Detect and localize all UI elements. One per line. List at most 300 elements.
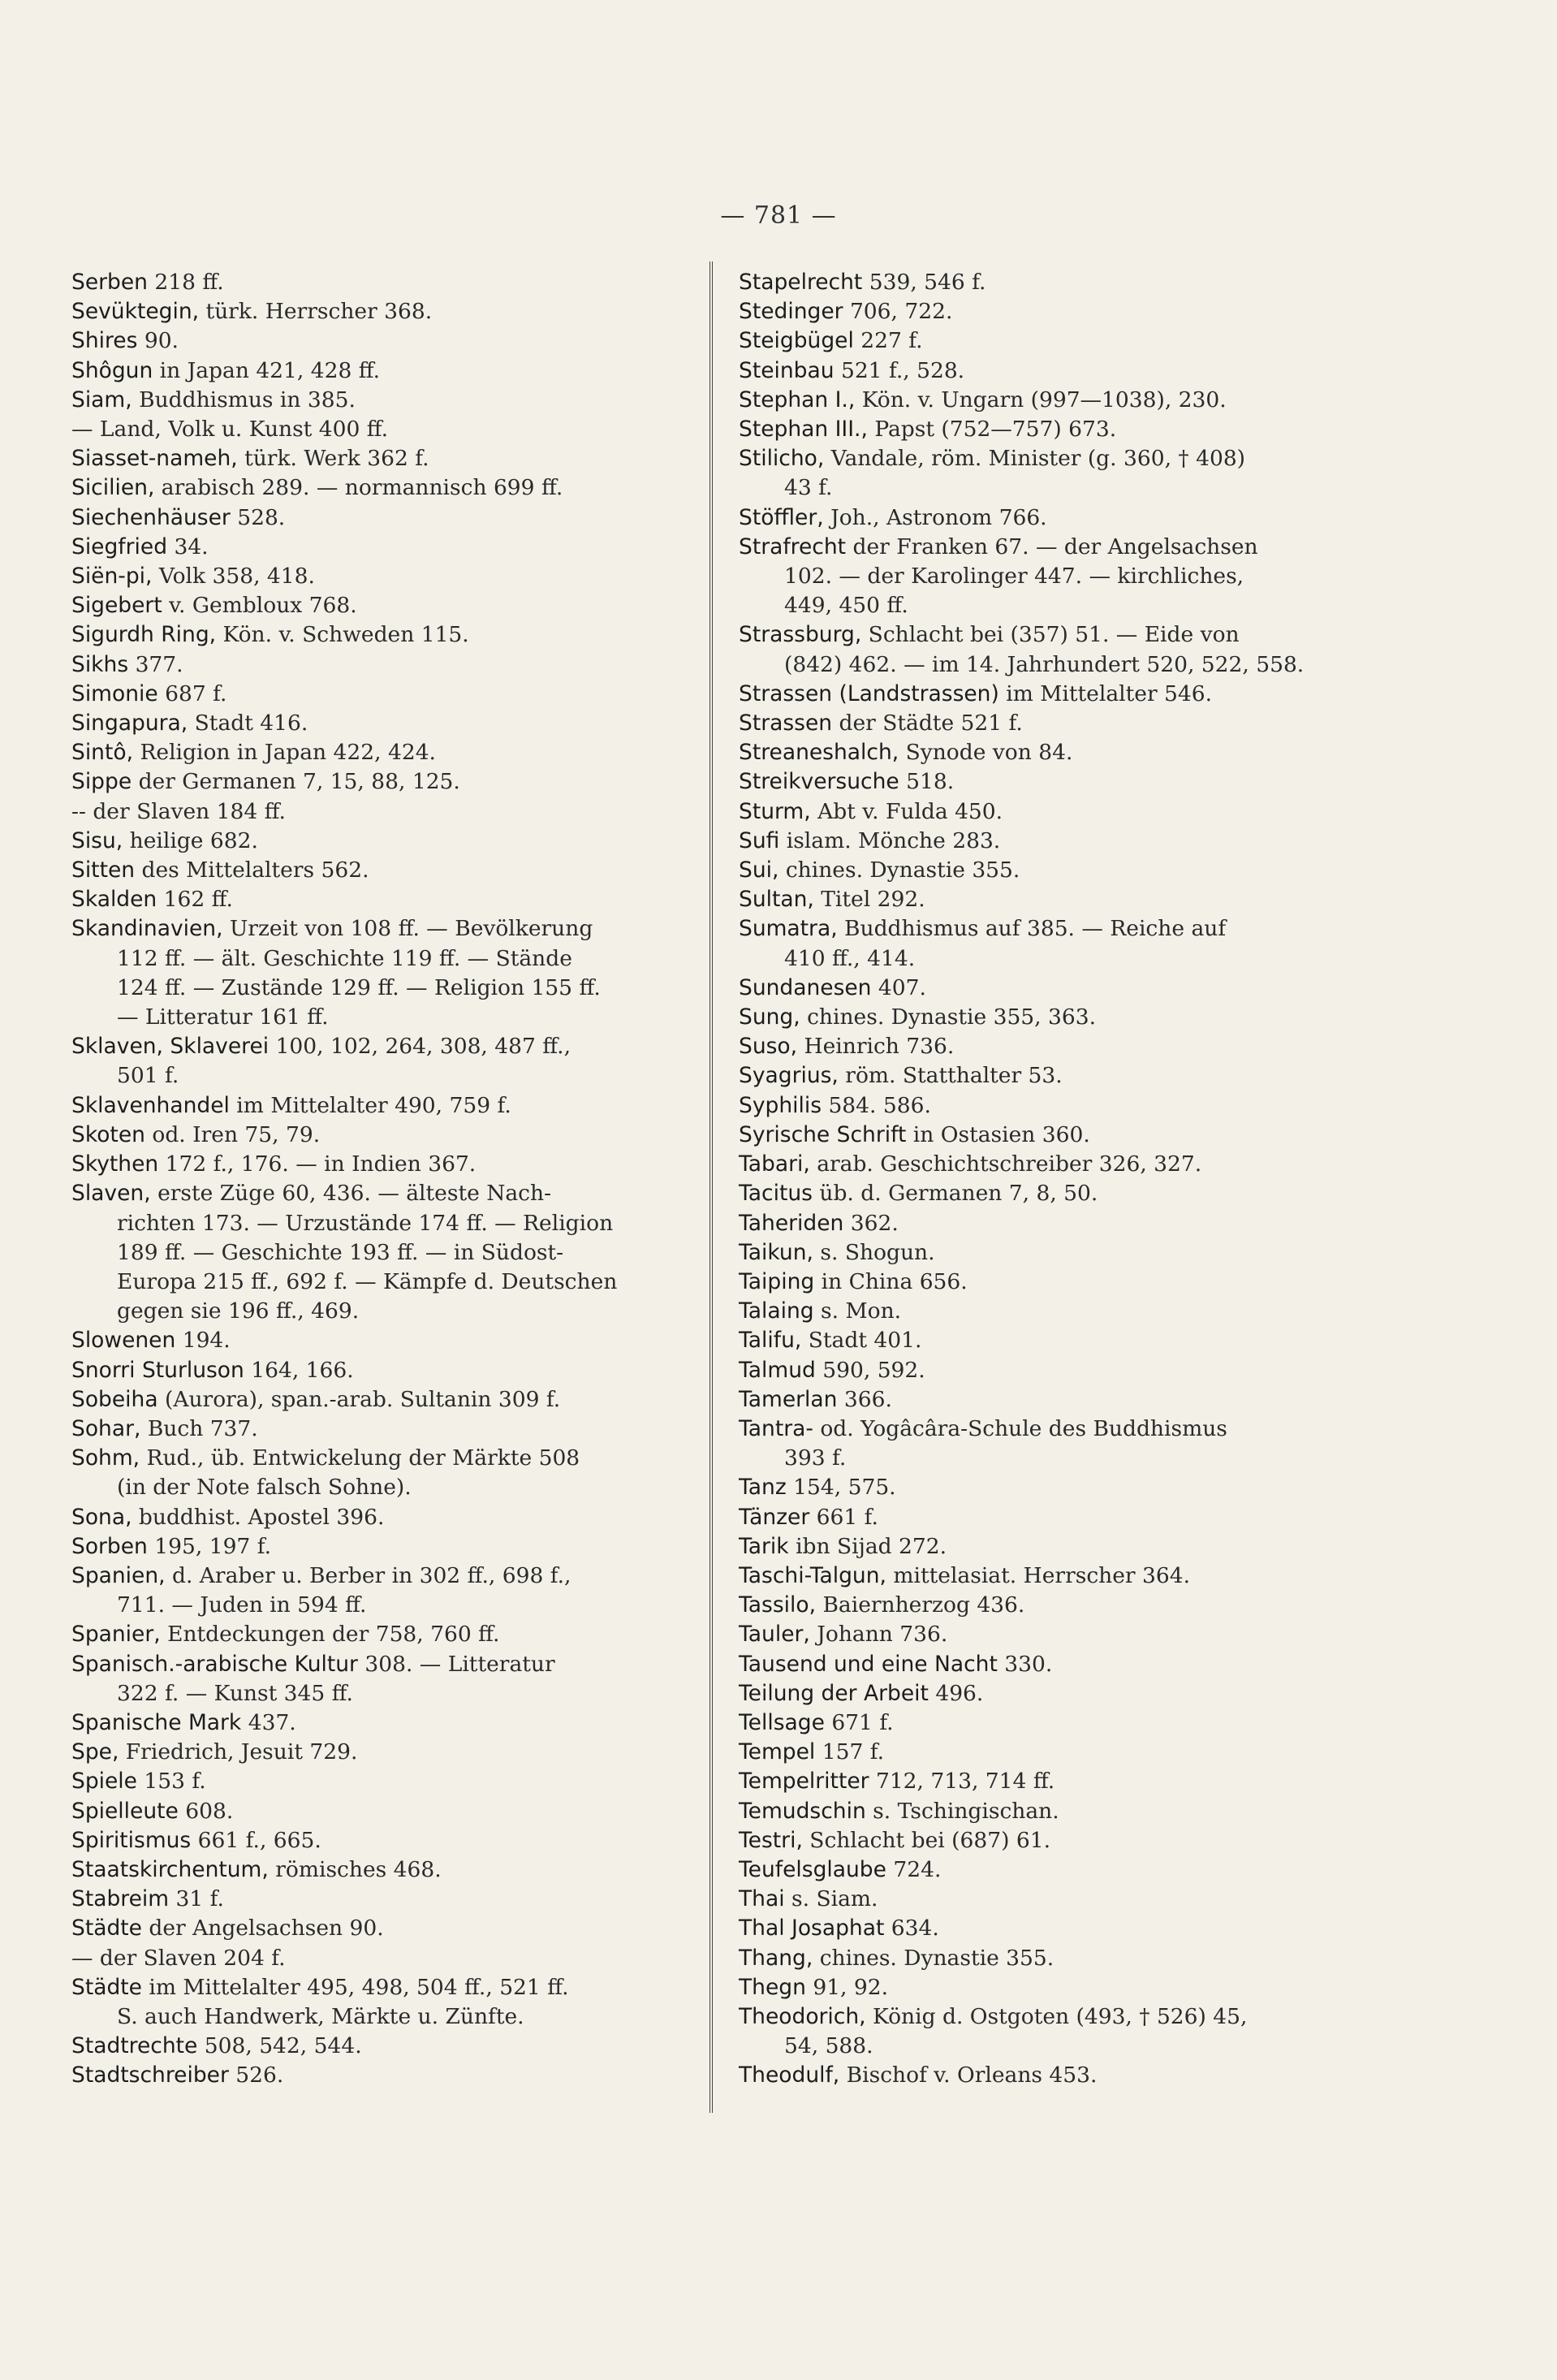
index-entry-text: Stadt 416. bbox=[188, 711, 308, 736]
index-entry bbox=[71, 1620, 697, 1649]
index-entry bbox=[71, 533, 697, 562]
index-entry-continuation: S. auch Handwerk, Märkte u. Zünfte. bbox=[117, 2003, 524, 2029]
index-entry-text: 724. bbox=[886, 1856, 942, 1882]
index-entry-text: der Franken 67. — der Angelsachsen bbox=[846, 533, 1258, 559]
index-entry-text: des Mittelalters 562. bbox=[135, 857, 369, 883]
index-entry-head: Thai bbox=[739, 1886, 785, 1912]
index-entry-head: Tassilo, bbox=[739, 1592, 817, 1618]
index-entry-head: Sturm, bbox=[739, 798, 811, 824]
index-entry-head: Theodulf, bbox=[739, 2063, 840, 2088]
index-entry-head: Sundanesen bbox=[739, 974, 872, 1000]
page-number: — 781 — bbox=[720, 201, 837, 230]
index-entry-continuation: — Litteratur 161 ff. bbox=[117, 1004, 329, 1030]
index-entry-text: arabisch 289. — normannisch 699 ff. bbox=[154, 475, 563, 501]
index-entry-head: Sklavenhandel bbox=[71, 1092, 230, 1118]
index-entry bbox=[71, 650, 697, 680]
index-entry-text: Johann 736. bbox=[809, 1622, 948, 1648]
index-entry bbox=[739, 1238, 1364, 1268]
index-entry bbox=[71, 1944, 697, 1973]
index-entry-text: 100, 102, 264, 308, 487 ff., bbox=[269, 1034, 571, 1060]
index-entry bbox=[71, 1503, 697, 1532]
index-entry bbox=[739, 1591, 1364, 1620]
index-entry-text: v. Gembloux 768. bbox=[162, 593, 357, 619]
index-entry-text: Rud., üb. Entwickelung der Märkte 508 bbox=[140, 1445, 580, 1471]
index-entry-head: Stephan III., bbox=[739, 417, 868, 443]
index-entry-continuation: 410 ff., 414. bbox=[784, 945, 916, 971]
index-entry-text: Schlacht bei (687) 61. bbox=[802, 1827, 1050, 1853]
index-entry-head: Shires bbox=[71, 328, 138, 354]
index-entry-head: Siën-pi, bbox=[71, 564, 153, 590]
index-entry-head: Stephan I., bbox=[739, 387, 856, 413]
index-entry-text: d. Araber u. Berber in 302 ff., 698 f., bbox=[165, 1562, 571, 1588]
index-entry-text: Urzeit von 108 ff. — Bevölkerung bbox=[222, 916, 593, 942]
index-entry bbox=[739, 297, 1364, 326]
index-entry-text: Synode von 84. bbox=[899, 740, 1073, 766]
index-entry bbox=[71, 1973, 697, 2032]
index-entry-head: Tellsage bbox=[739, 1709, 825, 1735]
index-entry-head: Taikun, bbox=[739, 1239, 813, 1265]
index-entry bbox=[739, 1268, 1364, 1297]
index-entry-head: Sorben bbox=[71, 1533, 148, 1559]
index-entry-head: Sufi bbox=[739, 827, 780, 853]
index-entry-text: 172 f., 176. — in Indien 367. bbox=[158, 1151, 477, 1177]
index-entry-text: — Land, Volk u. Kunst 400 ff. bbox=[71, 417, 389, 443]
index-entry bbox=[71, 1826, 697, 1855]
index-entry-text: üb. d. Germanen 7, 8, 50. bbox=[812, 1181, 1098, 1207]
index-entry bbox=[71, 1885, 697, 1914]
index-entry-head: Tempelritter bbox=[739, 1769, 869, 1795]
index-entry bbox=[71, 709, 697, 738]
index-entry-text: s. Tschingischan. bbox=[865, 1798, 1059, 1824]
index-entry bbox=[739, 1150, 1364, 1179]
index-entry-text: Entdeckungen der 758, 760 ff. bbox=[160, 1622, 500, 1648]
index-entry-head: Teufelsglaube bbox=[739, 1856, 886, 1882]
index-entry bbox=[739, 1209, 1364, 1238]
index-entry bbox=[739, 738, 1364, 767]
index-entry bbox=[739, 1179, 1364, 1208]
index-entry-continuation: 54, 588. bbox=[784, 2033, 873, 2059]
index-entry-head: Sohm, bbox=[71, 1445, 140, 1471]
index-entry bbox=[739, 856, 1364, 885]
index-entry bbox=[71, 1121, 697, 1150]
index-entry-continuation: 43 f. bbox=[784, 475, 833, 501]
index-entry-head: Sui, bbox=[739, 857, 779, 883]
index-entry-text: chines. Dynastie 355. bbox=[778, 857, 1020, 883]
index-entry-text: 539, 546 f. bbox=[862, 270, 986, 295]
index-entry-text: 153 f. bbox=[136, 1769, 206, 1795]
index-entry bbox=[739, 1855, 1364, 1885]
index-entry-text: 164, 166. bbox=[244, 1357, 354, 1383]
index-entry bbox=[71, 1855, 697, 1885]
index-entry-text: Kön. v. Ungarn (997—1038), 230. bbox=[855, 387, 1227, 413]
index-entry-text: 584. 586. bbox=[822, 1092, 931, 1118]
right-index-column bbox=[739, 268, 1364, 2091]
index-entry bbox=[71, 268, 697, 297]
index-entry-head: Sikhs bbox=[71, 651, 129, 677]
index-entry-head: Thang, bbox=[739, 1945, 813, 1971]
index-entry-continuation: 711. — Juden in 594 ff. bbox=[117, 1592, 367, 1618]
index-entry-text: röm. Statthalter 53. bbox=[838, 1063, 1063, 1089]
index-entry-text: mittelasiat. Herrscher 364. bbox=[886, 1562, 1191, 1588]
index-entry-text: s. Mon. bbox=[813, 1298, 902, 1324]
index-entry bbox=[739, 1121, 1364, 1150]
index-entry-head: Tänzer bbox=[739, 1504, 810, 1530]
index-entry-text: buddhist. Apostel 396. bbox=[132, 1504, 385, 1530]
index-entry-text: der Angelsachsen 90. bbox=[141, 1916, 384, 1942]
index-entry bbox=[71, 1650, 697, 1708]
index-entry-text: 661 f. bbox=[809, 1504, 878, 1530]
index-entry-head: Skalden bbox=[71, 887, 157, 913]
index-entry-head: Sumatra, bbox=[739, 916, 838, 942]
index-entry-head: Teilung der Arbeit bbox=[739, 1680, 929, 1706]
index-entry-text: in Japan 421, 428 ff. bbox=[153, 357, 381, 383]
index-entry-text: 712, 713, 714 ff. bbox=[869, 1769, 1055, 1795]
index-entry-head: Talifu, bbox=[739, 1328, 802, 1354]
index-entry-text: Titel 292. bbox=[813, 887, 925, 913]
index-entry bbox=[71, 591, 697, 620]
index-entry-text: erste Züge 60, 436. — älteste Nach- bbox=[150, 1181, 552, 1207]
index-entry bbox=[71, 620, 697, 650]
index-entry-text: (Aurora), span.-arab. Sultanin 309 f. bbox=[157, 1386, 561, 1412]
index-entry-head: Skandinavien, bbox=[71, 916, 223, 942]
index-entry-text: -- der Slaven 184 ff. bbox=[71, 798, 286, 824]
index-entry-text: der Germanen 7, 15, 88, 125. bbox=[132, 769, 460, 795]
index-entry-head: Sevüktegin, bbox=[71, 299, 200, 325]
index-entry-text: in Ostasien 360. bbox=[906, 1121, 1090, 1147]
index-entry-head: Skoten bbox=[71, 1121, 145, 1147]
index-entry bbox=[739, 767, 1364, 797]
index-entry-text: 706, 722. bbox=[843, 299, 953, 325]
index-entry-text: 521 f., 528. bbox=[834, 357, 965, 383]
index-entry-head: Stöffler, bbox=[739, 504, 824, 530]
index-entry-head: Siam, bbox=[71, 387, 132, 413]
index-entry bbox=[739, 1620, 1364, 1649]
index-entry-text: 526. bbox=[228, 2063, 284, 2088]
index-entry bbox=[71, 856, 697, 885]
index-entry-head: Strafrecht bbox=[739, 533, 847, 559]
index-entry-text: Papst (752—757) 673. bbox=[867, 417, 1117, 443]
index-entry-head: Spielleute bbox=[71, 1798, 179, 1824]
index-entry-continuation: 449, 450 ff. bbox=[784, 593, 908, 619]
index-entry-head: Taschi-Talgun, bbox=[739, 1562, 886, 1588]
index-entry-text: im Mittelalter 490, 759 f. bbox=[229, 1092, 511, 1118]
index-entry bbox=[739, 1767, 1364, 1796]
index-entry-text: 634. bbox=[884, 1916, 939, 1942]
index-entry-head: Temudschin bbox=[739, 1798, 866, 1824]
index-entry bbox=[71, 356, 697, 386]
index-entry-text: 157 f. bbox=[815, 1739, 885, 1765]
index-entry bbox=[739, 1032, 1364, 1061]
index-entry-text: 508, 542, 544. bbox=[197, 2033, 362, 2059]
index-entry-text: 218 ff. bbox=[147, 270, 224, 295]
index-entry-continuation: 501 f. bbox=[117, 1063, 179, 1089]
index-entry-text: Buddhismus in 385. bbox=[132, 387, 356, 413]
index-entry-head: Sultan, bbox=[739, 887, 814, 913]
index-entry-head: Spanier, bbox=[71, 1622, 161, 1648]
index-entry-continuation: gegen sie 196 ff., 469. bbox=[117, 1298, 360, 1324]
index-entry-continuation: Europa 215 ff., 692 f. — Kämpfe d. Deutschen bbox=[117, 1268, 618, 1294]
index-entry bbox=[71, 680, 697, 709]
index-entry-head: Streikversuche bbox=[739, 769, 899, 795]
index-entry-text: 308. — Litteratur bbox=[357, 1651, 555, 1677]
index-entry-text: 162 ff. bbox=[157, 887, 233, 913]
index-entry bbox=[71, 297, 697, 326]
index-entry-head: Stabreim bbox=[71, 1886, 170, 1912]
index-entry-head: Stadtrechte bbox=[71, 2033, 198, 2059]
index-entry-head: Strassen (Landstrassen) bbox=[739, 680, 999, 706]
index-entry-text: 608. bbox=[178, 1798, 234, 1824]
index-entry bbox=[739, 827, 1364, 856]
index-entry-head: Talaing bbox=[739, 1298, 814, 1324]
index-entry-text: Schlacht bei (357) 51. — Eide von bbox=[861, 622, 1240, 648]
index-entry bbox=[739, 1738, 1364, 1767]
index-entry-head: Theodorich, bbox=[739, 2003, 866, 2029]
index-entry-text: Heinrich 736. bbox=[797, 1034, 955, 1060]
index-entry bbox=[71, 1561, 697, 1620]
index-entry bbox=[739, 1708, 1364, 1738]
index-entry-text: ibn Sijad 272. bbox=[788, 1533, 947, 1559]
index-entry-head: Sklaven, Sklaverei bbox=[71, 1034, 270, 1060]
index-entry-text: Abt v. Fulda 450. bbox=[810, 798, 1003, 824]
index-entry-head: Tauler, bbox=[739, 1622, 810, 1648]
index-entry-text: Friedrich, Jesuit 729. bbox=[119, 1739, 358, 1765]
index-entry bbox=[71, 767, 697, 797]
index-entry bbox=[71, 1150, 697, 1179]
index-entry-continuation: 322 f. — Kunst 345 ff. bbox=[117, 1680, 353, 1706]
index-entry-text: 528. bbox=[230, 504, 286, 530]
index-entry-head: Syrische Schrift bbox=[739, 1121, 907, 1147]
index-entry bbox=[739, 356, 1364, 386]
index-entry bbox=[71, 1708, 697, 1738]
index-entry-text: 496. bbox=[928, 1680, 984, 1706]
index-entry bbox=[71, 738, 697, 767]
column-divider bbox=[709, 261, 713, 2113]
index-entry-text: 330. bbox=[997, 1651, 1053, 1677]
index-entry-text: 90. bbox=[137, 328, 179, 354]
index-entry bbox=[739, 1797, 1364, 1826]
index-entry-text: Bischof v. Orleans 453. bbox=[839, 2063, 1098, 2088]
index-entry-head: Sigebert bbox=[71, 593, 162, 619]
index-entry bbox=[739, 1914, 1364, 1943]
index-entry-text: im Mittelalter 546. bbox=[998, 680, 1213, 706]
index-entry bbox=[739, 415, 1364, 444]
index-entry-head: Syagrius, bbox=[739, 1063, 839, 1089]
index-entry-text: s. Siam. bbox=[784, 1886, 878, 1912]
index-entry-text: islam. Mönche 283. bbox=[779, 827, 1001, 853]
index-entry-head: Tantra- bbox=[739, 1415, 813, 1441]
index-entry bbox=[71, 503, 697, 533]
index-entry-head: Sisu, bbox=[71, 827, 123, 853]
index-entry-head: Tempel bbox=[739, 1739, 816, 1765]
index-entry-text: im Mittelalter 495, 498, 504 ff., 521 ff. bbox=[141, 1974, 569, 2000]
index-entry bbox=[739, 503, 1364, 533]
index-entry-head: Sippe bbox=[71, 769, 132, 795]
index-entry-head: Shôgun bbox=[71, 357, 153, 383]
index-entry-head: Sung, bbox=[739, 1004, 800, 1030]
index-entry-head: Stilicho, bbox=[739, 446, 825, 472]
index-entry-head: Spe, bbox=[71, 1739, 119, 1765]
index-entry-continuation: 393 f. bbox=[784, 1445, 847, 1471]
index-entry bbox=[739, 1885, 1364, 1914]
index-entry bbox=[739, 620, 1364, 679]
index-entry-text: od. Iren 75, 79. bbox=[144, 1121, 321, 1147]
index-entry bbox=[71, 1091, 697, 1121]
index-entry-text: Kön. v. Schweden 115. bbox=[216, 622, 469, 648]
index-entry-head: Tabari, bbox=[739, 1151, 810, 1177]
index-entry-text: in China 656. bbox=[814, 1268, 968, 1294]
index-entry-text: Vandale, röm. Minister (g. 360, † 408) bbox=[824, 446, 1246, 472]
index-entry-head: Streaneshalch, bbox=[739, 740, 899, 766]
index-entry bbox=[739, 1415, 1364, 1473]
index-entry bbox=[71, 386, 697, 415]
index-entry-head: Städte bbox=[71, 1974, 142, 2000]
index-entry-head: Steigbügel bbox=[739, 328, 854, 354]
index-entry-head: Städte bbox=[71, 1916, 142, 1942]
index-entry-text: 377. bbox=[128, 651, 183, 677]
index-entry bbox=[739, 1532, 1364, 1561]
index-entry-text: heilige 682. bbox=[123, 827, 258, 853]
index-entry bbox=[71, 326, 697, 356]
index-entry-head: Taiping bbox=[739, 1268, 815, 1294]
index-entry-text: od. Yogâcâra-Schule des Buddhismus bbox=[813, 1415, 1227, 1441]
index-entry bbox=[739, 709, 1364, 738]
index-entry bbox=[739, 1385, 1364, 1415]
index-entry bbox=[739, 1826, 1364, 1855]
index-entry-text: der Städte 521 f. bbox=[832, 711, 1023, 736]
index-entry-continuation: richten 173. — Urzustände 174 ff. — Religion bbox=[117, 1210, 614, 1236]
index-entry-head: Slaven, bbox=[71, 1181, 151, 1207]
index-entry-text: türk. Werk 362 f. bbox=[237, 446, 429, 472]
index-entry-head: Sintô, bbox=[71, 740, 134, 766]
index-entry bbox=[739, 1473, 1364, 1502]
index-entry bbox=[739, 914, 1364, 973]
index-entry-head: Skythen bbox=[71, 1151, 159, 1177]
index-entry bbox=[71, 797, 697, 827]
index-entry-head: Sohar, bbox=[71, 1415, 141, 1441]
index-entry bbox=[739, 1503, 1364, 1532]
index-entry-text: s. Shogun. bbox=[813, 1239, 935, 1265]
index-entry-head: Strassburg, bbox=[739, 622, 862, 648]
index-entry bbox=[739, 1297, 1364, 1326]
index-entry bbox=[739, 1003, 1364, 1032]
index-entry bbox=[71, 1415, 697, 1444]
index-entry-head: Simonie bbox=[71, 680, 158, 706]
index-entry-text: 362. bbox=[843, 1210, 899, 1236]
index-entry-head: Tarik bbox=[739, 1533, 789, 1559]
index-entry-head: Tausend und eine Nacht bbox=[739, 1651, 998, 1677]
index-entry bbox=[739, 797, 1364, 827]
index-entry bbox=[739, 2002, 1364, 2061]
index-entry-head: Stadtschreiber bbox=[71, 2063, 229, 2088]
index-entry bbox=[71, 2061, 697, 2090]
index-entry-text: — der Slaven 204 f. bbox=[71, 1945, 286, 1971]
index-entry-head: Sona, bbox=[71, 1504, 132, 1530]
index-entry-head: Siasset-nameh, bbox=[71, 446, 238, 472]
index-entry-head: Staatskirchentum, bbox=[71, 1856, 269, 1882]
index-entry-text: 437. bbox=[241, 1709, 296, 1735]
index-entry-head: Spiritismus bbox=[71, 1827, 192, 1853]
index-entry bbox=[71, 473, 697, 503]
index-entry-head: Syphilis bbox=[739, 1092, 822, 1118]
index-entry bbox=[71, 1767, 697, 1796]
index-entry-text: 154, 575. bbox=[786, 1475, 896, 1501]
index-entry-head: Spanische Mark bbox=[71, 1709, 242, 1735]
index-entry-head: Singapura, bbox=[71, 711, 188, 736]
index-entry-head: Spanisch.-arabische Kultur bbox=[71, 1651, 358, 1677]
index-entry-text: 518. bbox=[899, 769, 955, 795]
index-entry bbox=[739, 885, 1364, 914]
index-entry bbox=[739, 1326, 1364, 1355]
index-entry bbox=[71, 1179, 697, 1326]
index-entry-text: chines. Dynastie 355. bbox=[813, 1945, 1055, 1971]
index-entry-head: Slowenen bbox=[71, 1328, 176, 1354]
index-entry-head: Testri, bbox=[739, 1827, 803, 1853]
index-entry-text: Buch 737. bbox=[140, 1415, 258, 1441]
index-entry bbox=[739, 1650, 1364, 1679]
index-entry-text: 34. bbox=[167, 533, 209, 559]
index-entry bbox=[71, 562, 697, 591]
left-index-column bbox=[71, 268, 697, 2091]
index-entry-head: Stedinger bbox=[739, 299, 843, 325]
index-entry-head: Steinbau bbox=[739, 357, 835, 383]
index-entry-head: Strassen bbox=[739, 711, 833, 736]
index-entry-text: 31 f. bbox=[169, 1886, 224, 1912]
index-entry-text: 194. bbox=[175, 1328, 231, 1354]
index-entry-head: Suso, bbox=[739, 1034, 798, 1060]
index-entry bbox=[739, 680, 1364, 709]
index-entry bbox=[739, 533, 1364, 621]
index-entry-head: Sobeiha bbox=[71, 1386, 158, 1412]
index-entry-head: Sicilien, bbox=[71, 475, 155, 501]
index-entry-text: Baiernherzog 436. bbox=[816, 1592, 1025, 1618]
index-entry-text: 195, 197 f. bbox=[147, 1533, 272, 1559]
index-entry bbox=[71, 1326, 697, 1355]
index-entry bbox=[739, 1356, 1364, 1385]
index-entry bbox=[739, 444, 1364, 503]
index-entry bbox=[71, 1738, 697, 1767]
index-entry bbox=[71, 2032, 697, 2061]
index-entry-continuation: (in der Note falsch Sohne). bbox=[117, 1475, 412, 1501]
index-entry-head: Tanz bbox=[739, 1475, 787, 1501]
index-entry-text: Religion in Japan 422, 424. bbox=[133, 740, 436, 766]
index-entry-head: Talmud bbox=[739, 1357, 816, 1383]
index-entry bbox=[739, 974, 1364, 1003]
index-entry-head: Snorri Sturluson bbox=[71, 1357, 244, 1383]
index-entry-text: 687 f. bbox=[157, 680, 227, 706]
index-entry bbox=[739, 1061, 1364, 1091]
index-entry-text: König d. Ostgoten (493, † 526) 45, bbox=[865, 2003, 1248, 2029]
index-entry-continuation: 112 ff. — ält. Geschichte 119 ff. — Stände bbox=[117, 945, 572, 971]
index-entry-head: Thegn bbox=[739, 1974, 806, 2000]
index-entry bbox=[739, 1973, 1364, 2002]
index-entry bbox=[71, 1356, 697, 1385]
index-entry-head: Spiele bbox=[71, 1769, 137, 1795]
index-entry-text: 91, 92. bbox=[805, 1974, 889, 2000]
index-entry-head: Taheriden bbox=[739, 1210, 844, 1236]
index-entry-head: Sigurdh Ring, bbox=[71, 622, 217, 648]
index-entry bbox=[71, 1385, 697, 1415]
index-entry-text: chines. Dynastie 355, 363. bbox=[800, 1004, 1097, 1030]
index-entry-head: Siechenhäuser bbox=[71, 504, 231, 530]
index-entry bbox=[71, 885, 697, 914]
index-entry bbox=[739, 268, 1364, 297]
index-entry-continuation: 189 ff. — Geschichte 193 ff. — in Südost- bbox=[117, 1239, 564, 1265]
index-entry-text: 661 f., 665. bbox=[191, 1827, 321, 1853]
index-entry-continuation: 124 ff. — Zustände 129 ff. — Religion 155 ff. bbox=[117, 974, 601, 1000]
index-entry-text: 671 f. bbox=[824, 1709, 894, 1735]
index-entry bbox=[71, 827, 697, 856]
index-entry-head: Thal Josaphat bbox=[739, 1916, 885, 1942]
